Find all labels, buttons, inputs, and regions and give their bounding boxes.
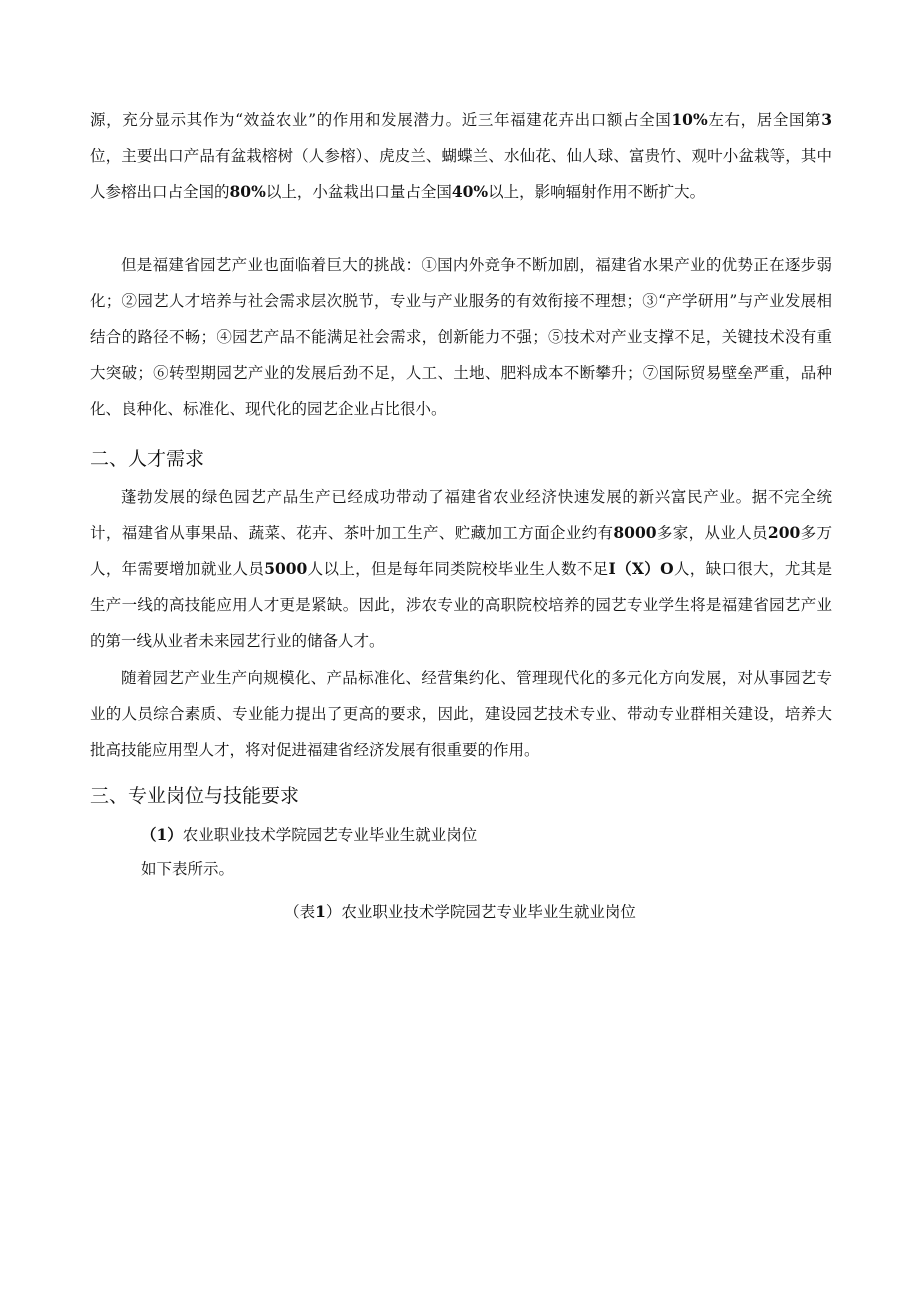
paragraph-challenges: 但是福建省园艺产业也面临着巨大的挑战：①国内外竞争不断加剧，福建省水果产业的优势正在逐步弱化；②园艺人才培养与社会需求层次脱节，专业与产业服务的有效衔接不理想；③“产学研用”与产业发展相结合的路径不畅；④园艺产品不能满足社会需求，创新能力不强；⑤技术对产业支撑不足，关键技术没有重大突破；⑥转型期园艺产业的发展后劲不足，人工、土地、肥料成本不断攀升；⑦国际贸易壁垒严重，品种化、良种化、标准化、现代化的园艺企业占比很小。 xyxy=(90,256,832,418)
text-run: 以上，小盆栽出口量占全国 xyxy=(265,183,452,201)
caption-close: ） xyxy=(325,903,342,921)
paragraph-flower-export xyxy=(90,102,832,210)
text-run: 源，充分显示其作为“效益农业”的作用和发展潜力。近三年福建花卉出口额占全国 xyxy=(90,111,672,129)
text-run: 人，缺口很大，尤其是生产一线的高技能应用人才更是紧缺。因此，涉农专业的高职院校培养的园艺专业学生将是福建省园艺产业的第一线从业者未来园艺行业的储备人才。 xyxy=(90,560,832,650)
bold-number: I（X）O xyxy=(608,559,674,578)
subsection-text: 农业职业技术学院园艺专业毕业生就业岗位 xyxy=(182,826,478,844)
section-heading-positions-skills: 三、专业岗位与技能要求 xyxy=(90,785,300,807)
text-run: 左右，居全国第 xyxy=(707,111,822,129)
caption-open: （表 xyxy=(284,903,316,921)
table-caption xyxy=(0,900,920,924)
bold-number: 10% xyxy=(671,110,708,129)
text-run: 位，主要出口产品有盆栽榕树（人参榕）、虎皮兰、蝴蝶兰、水仙花、仙人球、富贵竹、观叶小盆栽等，其中人参榕出口占全国的 xyxy=(90,147,832,201)
text-run: 人以上，但是每年同类院校毕业生人数不足 xyxy=(307,560,609,578)
bold-number: 3 xyxy=(821,110,832,129)
bold-number: 5000 xyxy=(264,559,308,578)
subsection-number: （1） xyxy=(141,825,183,844)
subsection-title xyxy=(141,823,477,847)
section-heading-talent-demand: 二、人才需求 xyxy=(90,448,205,470)
caption-text: 农业职业技术学院园艺专业毕业生就业岗位 xyxy=(341,903,636,921)
caption-number: 1 xyxy=(315,902,326,921)
table-reference-note: 如下表所示。 xyxy=(141,860,235,878)
text-run: 多家，从业人员 xyxy=(656,524,768,542)
bold-number: 8000 xyxy=(613,523,657,542)
text-run: 多万人，年需要增加就业人员 xyxy=(90,524,832,578)
bold-number: 200 xyxy=(767,523,801,542)
text-run: 以上，影响辐射作用不断扩大。 xyxy=(488,183,706,201)
bold-number: 40% xyxy=(451,182,489,201)
bold-number: 80% xyxy=(229,182,266,201)
text-run: 蓬勃发展的绿色园艺产品生产已经成功带动了福建省农业经济快速发展的新兴富民产业。据不完全统计，福建省从事果品、蔬菜、花卉、茶叶加工生产、贮藏加工方面企业约有 xyxy=(90,488,832,542)
paragraph-industry-development: 随着园艺产业生产向规模化、产品标准化、经营集约化、管理现代化的多元化方向发展，对从事园艺专业的人员综合素质、专业能力提出了更高的要求，因此，建设园艺技术专业、带动专业群相关建设，培养大批高技能应用型人才，将对促进福建省经济发展有很重要的作用。 xyxy=(90,669,832,759)
paragraph-talent-stats xyxy=(90,479,832,659)
